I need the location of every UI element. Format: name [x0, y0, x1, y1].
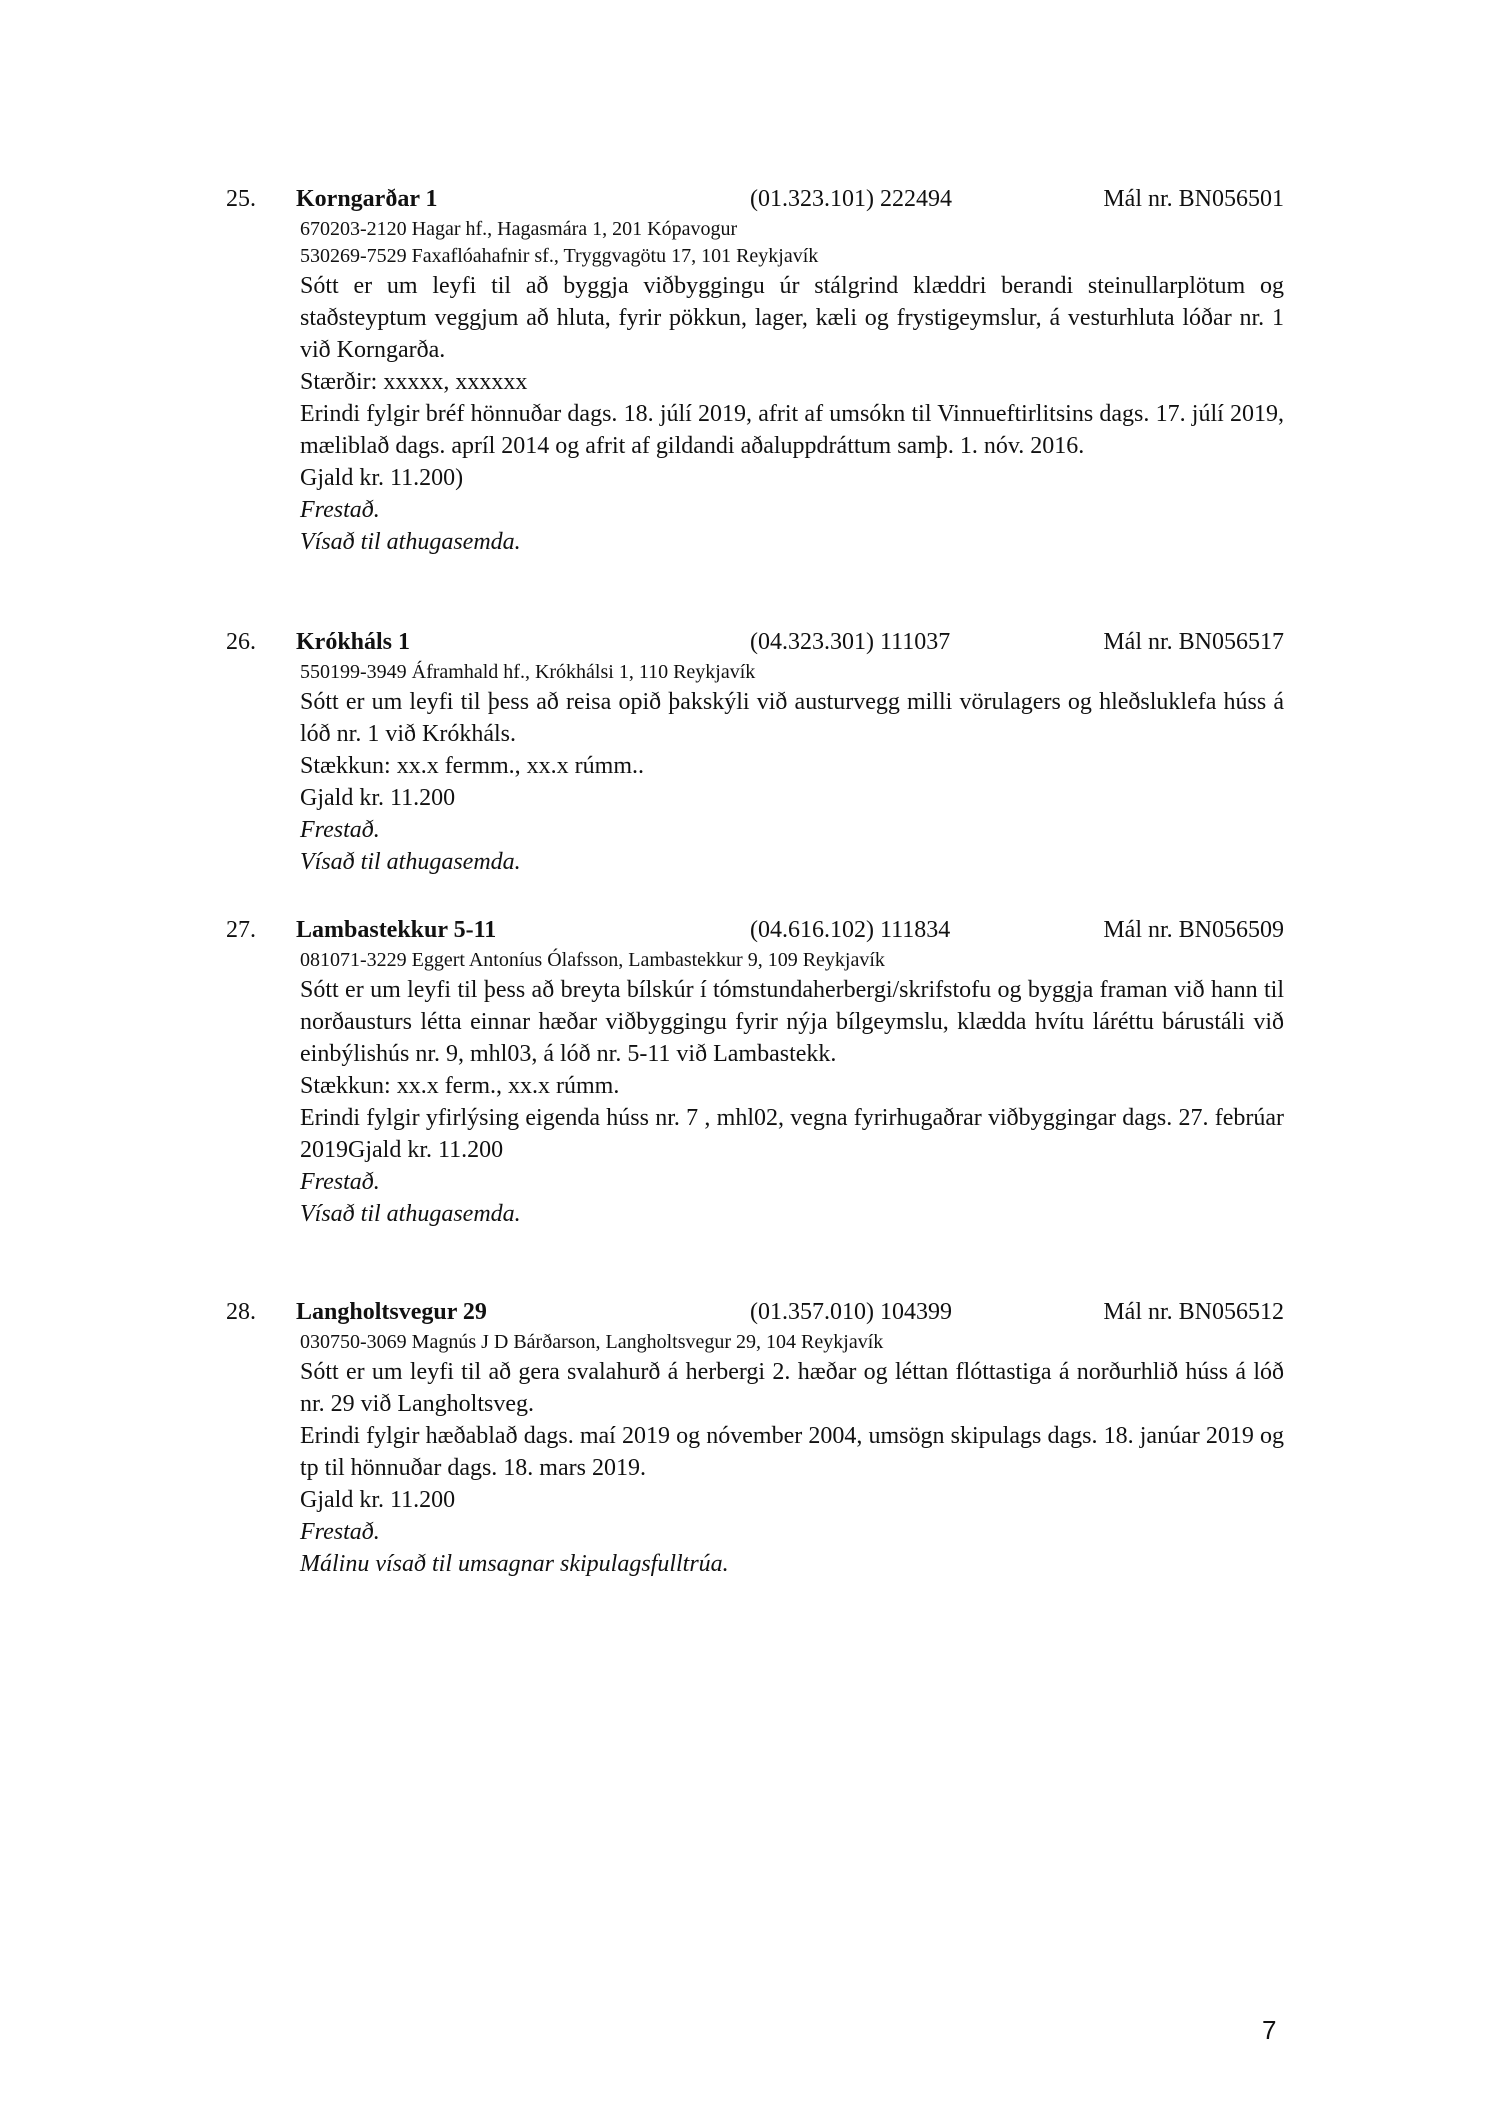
property-address: Lambastekkur 5-11 [296, 917, 497, 943]
property-reference: (04.616.102) 111834 [750, 917, 951, 943]
fee-line: Gjald kr. 11.200 [300, 1487, 456, 1513]
attachments-paragraph: Erindi fylgir hæðablað dags. maí 2019 og nóvember 2004, umsögn skipulags dags. 18. janúar 2019 og tp til hönnuðar dags. 18. mars 2019. [300, 1423, 1284, 1481]
entry-body [300, 216, 1284, 558]
entry-28 [226, 1295, 1284, 1580]
sizes-line: Stækkun: xx.x fermm., xx.x rúmm.. [300, 753, 644, 779]
property-reference: (01.323.101) 222494 [750, 186, 952, 212]
entry-26 [226, 625, 1284, 878]
property-reference: (01.357.010) 104399 [750, 1299, 952, 1325]
remark-text: Vísað til athugasemda. [300, 529, 521, 555]
entry-27 [226, 913, 1284, 1230]
applicant-line: 081071-3229 Eggert Antoníus Ólafsson, Lambastekkur 9, 109 Reykjavík [300, 949, 885, 971]
decision-text: Frestað. [300, 497, 380, 523]
entry-header [226, 625, 1284, 659]
case-number: Mál nr. BN056509 [1103, 917, 1284, 943]
entry-body [300, 947, 1284, 1230]
item-number: 26. [226, 629, 256, 655]
item-number: 27. [226, 917, 256, 943]
item-number: 28. [226, 1299, 256, 1325]
decision-text: Frestað. [300, 1519, 380, 1545]
case-number: Mál nr. BN056517 [1103, 629, 1284, 655]
property-reference: (04.323.301) 111037 [750, 629, 951, 655]
application-description: Sótt er um leyfi til að byggja viðbyggingu úr stálgrind klæddri berandi steinullarplötum og staðsteyptum veggjum að hluta, fyrir pökkun, lager, kæli og frystigeymslur, á vesturhluta lóðar nr. 1 við Korngarða. [300, 273, 1284, 363]
case-number: Mál nr. BN056512 [1103, 1299, 1284, 1325]
decision-text: Frestað. [300, 1169, 380, 1195]
page-number: 7 [1262, 2015, 1277, 2045]
property-address: Langholtsvegur 29 [296, 1299, 487, 1325]
applicant-line: 670203-2120 Hagar hf., Hagasmára 1, 201 Kópavogur [300, 218, 738, 240]
property-address: Krókháls 1 [296, 629, 411, 655]
applicant-line: 530269-7529 Faxaflóahafnir sf., Tryggvagötu 17, 101 Reykjavík [300, 245, 819, 267]
entry-25 [226, 182, 1284, 558]
entry-body [300, 1329, 1284, 1580]
remark-text: Málinu vísað til umsagnar skipulagsfulltrúa. [300, 1551, 729, 1577]
entry-header [226, 913, 1284, 947]
sizes-line: Stækkun: xx.x ferm., xx.x rúmm. [300, 1073, 620, 1099]
entry-header [226, 182, 1284, 216]
applicant-line: 550199-3949 Áframhald hf., Krókhálsi 1, 110 Reykjavík [300, 661, 756, 683]
decision-text: Frestað. [300, 817, 380, 843]
remark-text: Vísað til athugasemda. [300, 849, 521, 875]
application-description: Sótt er um leyfi til að gera svalahurð á herbergi 2. hæðar og léttan flóttastiga á norðurhlið húss á lóð nr. 29 við Langholtsveg. [300, 1359, 1284, 1417]
application-description: Sótt er um leyfi til þess að reisa opið þakskýli við austurvegg milli vörulagers og hleðsluklefa húss á lóð nr. 1 við Krókháls. [300, 689, 1284, 747]
item-number: 25. [226, 186, 256, 212]
fee-line: Gjald kr. 11.200) [300, 465, 464, 491]
case-number: Mál nr. BN056501 [1103, 186, 1284, 212]
application-description: Sótt er um leyfi til þess að breyta bílskúr í tómstundaherbergi/skrifstofu og byggja framan við hann til norðausturs létta einnar hæðar viðbyggingu fyrir nýja bílgeymslu, klædda hvítu láréttu bárustáli við einbýlishús nr. 9, mhl03, á lóð nr. 5-11 við Lambastekk. [300, 977, 1284, 1067]
fee-line: Gjald kr. 11.200 [300, 785, 456, 811]
sizes-line: Stærðir: xxxxx, xxxxxx [300, 369, 528, 395]
remark-text: Vísað til athugasemda. [300, 1201, 521, 1227]
entry-body [300, 659, 1284, 878]
applicant-line: 030750-3069 Magnús J D Bárðarson, Langholtsvegur 29, 104 Reykjavík [300, 1331, 884, 1353]
attachments-paragraph: Erindi fylgir yfirlýsing eigenda húss nr. 7 , mhl02, vegna fyrirhugaðrar viðbyggingar dags. 27. febrúar 2019Gjald kr. 11.200 [300, 1105, 1284, 1163]
entry-header [226, 1295, 1284, 1329]
property-address: Korngarðar 1 [296, 186, 438, 212]
attachments-paragraph: Erindi fylgir bréf hönnuðar dags. 18. júlí 2019, afrit af umsókn til Vinnueftirlitsins dags. 17. júlí 2019, mæliblað dags. apríl 2014 og afrit af gildandi aðaluppdráttum samþ. 1. nóv. 2016. [300, 401, 1284, 459]
